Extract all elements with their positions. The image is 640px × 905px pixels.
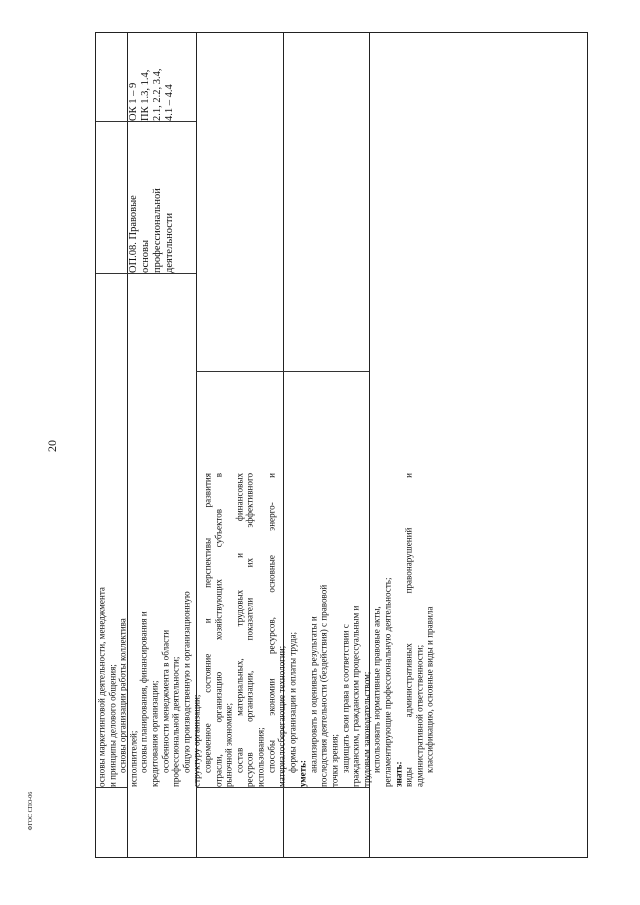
description-line: защищать свои права в соответствии с: [339, 624, 350, 773]
description-line: уметь:: [297, 760, 308, 787]
description-line: состав материальных, трудовых и финансовых: [233, 473, 244, 773]
competency-line: ПК 1.3, 1.4,: [140, 69, 151, 121]
description-line: гражданским, гражданским процессуальным и: [350, 605, 361, 787]
competency-line: 2.1, 2.2, 3.4,: [152, 68, 163, 121]
description-line: кредитования организации;: [148, 680, 159, 787]
description-line: отрасли, организацию хозяйствующих субъектов в: [212, 473, 223, 787]
description-line: виды административных правонарушений и: [403, 473, 414, 787]
description-line: общую производственную и организационную: [180, 591, 191, 773]
subject-line: профессиональной: [152, 188, 163, 273]
description-line: регламентирующие профессиональную деятельность;: [382, 577, 393, 787]
description-cell: [96, 473, 435, 787]
competency-line: 4.1 – 4.4: [164, 84, 175, 121]
row-divider: [96, 273, 196, 274]
description-line: способы экономии ресурсов, основные энерго- и: [265, 473, 276, 773]
description-line: структуру организации;: [191, 694, 202, 787]
competency-cell: [128, 35, 182, 121]
description-line: современное состояние и перспективы развития: [201, 473, 212, 773]
description-line: материалосберегающие технологии;: [276, 645, 287, 787]
description-line: основы планирования, финансирования и: [138, 611, 149, 773]
description-line: классификацию, основные виды и правила: [424, 606, 435, 773]
description-line: ресурсов организации, показатели их эффективного: [244, 473, 255, 787]
description-line: профессиональной деятельности;: [170, 656, 181, 787]
row-divider: [196, 787, 369, 788]
description-line: формы организации и оплаты труда;: [286, 631, 297, 773]
description-line: исполнителей;: [127, 730, 138, 787]
footer-label: ФГОС СПО-06: [28, 791, 34, 831]
description-line: использования;: [254, 727, 265, 787]
description-line: трудовым законодательством;: [360, 671, 371, 787]
subject-line: ОП.08. Правовые: [128, 195, 139, 273]
description-line: точки зрения;: [329, 734, 340, 787]
description-line: рыночной экономике;: [223, 703, 234, 787]
description-line: основы маркетинговой деятельности, менеджмента: [96, 587, 106, 787]
description-line: последствия деятельности (бездействия) с правовой: [318, 584, 329, 787]
description-line: особенности менеджмента в области: [159, 629, 170, 773]
table: [95, 32, 588, 858]
description-line: анализировать и оценивать результаты и: [307, 616, 318, 773]
page-number: 20: [45, 440, 59, 452]
description-line: и принципы делового общения;: [106, 664, 117, 787]
subject-line: основы: [140, 239, 151, 273]
description-line: основы организации работы коллектива: [117, 618, 128, 773]
description-line: административной ответственности;: [413, 644, 424, 787]
row-divider: [196, 371, 369, 372]
description-line: знать:: [392, 761, 403, 787]
description-line: использовать нормативные правовые акты,: [371, 606, 382, 773]
subject-line: деятельности: [164, 212, 175, 273]
row-divider: [96, 787, 127, 788]
competency-line: ОК 1 – 9: [128, 82, 139, 121]
